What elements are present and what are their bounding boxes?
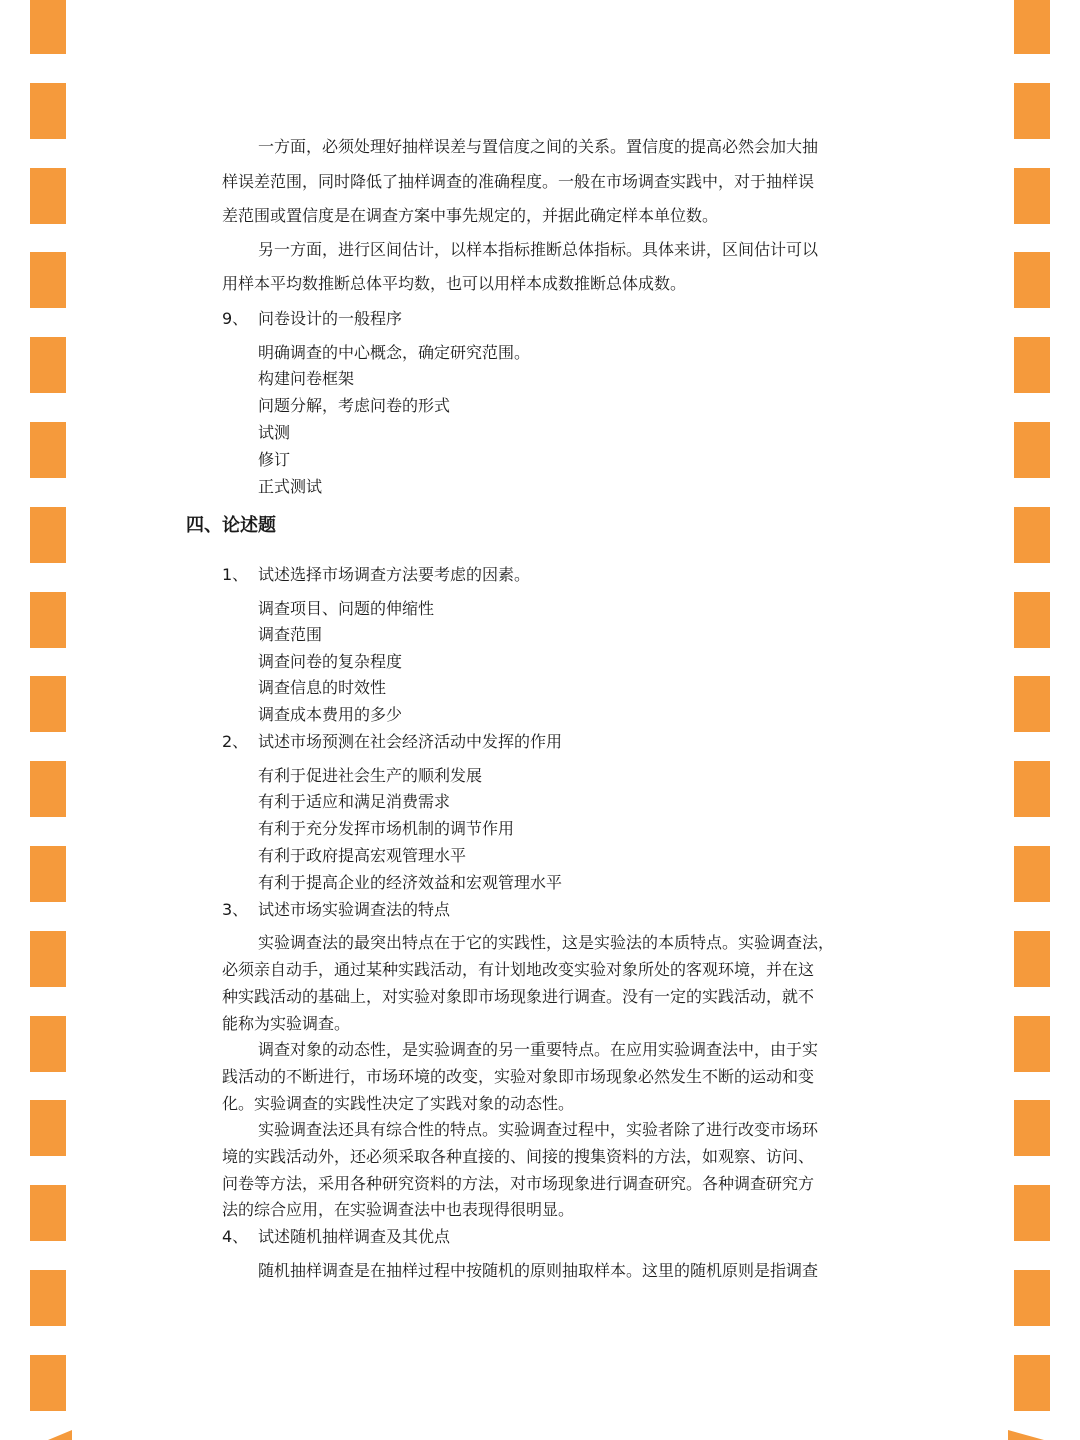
question-number: 9、: [222, 309, 249, 328]
paragraph-line: 另一方面，进行区间估计，以样本指标推断总体指标。具体来讲，区间估计可以: [258, 240, 819, 259]
list-item: 有利于充分发挥市场机制的调节作用: [258, 819, 515, 838]
list-item: 修订: [258, 450, 291, 469]
paragraph-line: 实验调查法还具有综合性的特点。实验调查过程中，实验者除了进行改变市场环: [258, 1120, 819, 1139]
list-item: 明确调查的中心概念，确定研究范围。: [258, 343, 531, 362]
question-title: 试述选择市场调查方法要考虑的因素。: [258, 565, 531, 584]
paragraph-line: 实验调查法的最突出特点在于它的实践性，这是实验法的本质特点。实验调查法，: [258, 933, 835, 952]
list-item: 调查信息的时效性: [258, 678, 387, 697]
list-item: 问题分解，考虑问卷的形式: [258, 396, 451, 415]
list-item: 试测: [258, 423, 291, 442]
list-item: 调查项目、问题的伸缩性: [258, 599, 435, 618]
question-title: 试述市场预测在社会经济活动中发挥的作用: [258, 732, 563, 751]
paragraph-line: 践活动的不断进行，市场环境的改变，实验对象即市场现象必然发生不断的运动和变: [222, 1067, 815, 1086]
paragraph-line: 种实践活动的基础上，对实验对象即市场现象进行调查。没有一定的实践活动，就不: [222, 987, 815, 1006]
list-item: 正式测试: [258, 477, 323, 496]
list-item: 有利于促进社会生产的顺利发展: [258, 766, 483, 785]
question-number: 2、: [222, 732, 249, 751]
question-title: 试述随机抽样调查及其优点: [258, 1227, 451, 1246]
paragraph-line: 差范围或置信度是在调查方案中事先规定的，并据此确定样本单位数。: [222, 206, 719, 225]
list-item: 调查范围: [258, 625, 323, 644]
paragraph-line: 问卷等方法，采用各种研究资料的方法，对市场现象进行调查研究。各种调查研究方: [222, 1174, 815, 1193]
question-title: 问卷设计的一般程序: [258, 309, 403, 328]
question-title: 试述市场实验调查法的特点: [258, 900, 451, 919]
question-number: 4、: [222, 1227, 249, 1246]
section-heading: 四、论述题: [186, 515, 276, 536]
question-number: 3、: [222, 900, 249, 919]
question-number: 1、: [222, 565, 249, 584]
list-item: 构建问卷框架: [258, 369, 355, 388]
paragraph-line: 一方面，必须处理好抽样误差与置信度之间的关系。置信度的提高必然会加大抽: [258, 137, 819, 156]
paragraph-line: 样误差范围，同时降低了抽样调查的准确程度。一般在市场调查实践中，对于抽样误: [222, 172, 815, 191]
list-item: 有利于适应和满足消费需求: [258, 792, 451, 811]
list-item: 调查成本费用的多少: [258, 705, 403, 724]
list-item: 有利于提高企业的经济效益和宏观管理水平: [258, 873, 563, 892]
paragraph-line: 化。实验调查的实践性决定了实践对象的动态性。: [222, 1094, 575, 1113]
paragraph-line: 能称为实验调查。: [222, 1014, 351, 1033]
paragraph-line: 法的综合应用，在实验调查法中也表现得很明显。: [222, 1200, 575, 1219]
paragraph-line: 调查对象的动态性，是实验调查的另一重要特点。在应用实验调查法中，由于实: [258, 1040, 819, 1059]
paragraph-line: 随机抽样调查是在抽样过程中按随机的原则抽取样本。这里的随机原则是指调查: [258, 1261, 819, 1280]
list-item: 调查问卷的复杂程度: [258, 652, 403, 671]
paragraph-line: 必须亲自动手，通过某种实践活动，有计划地改变实验对象所处的客观环境，并在这: [222, 960, 815, 979]
paragraph-line: 境的实践活动外，还必须采取各种直接的、间接的搜集资料的方法，如观察、访问、: [222, 1147, 815, 1166]
paragraph-line: 用样本平均数推断总体平均数，也可以用样本成数推断总体成数。: [222, 274, 687, 293]
list-item: 有利于政府提高宏观管理水平: [258, 846, 467, 865]
